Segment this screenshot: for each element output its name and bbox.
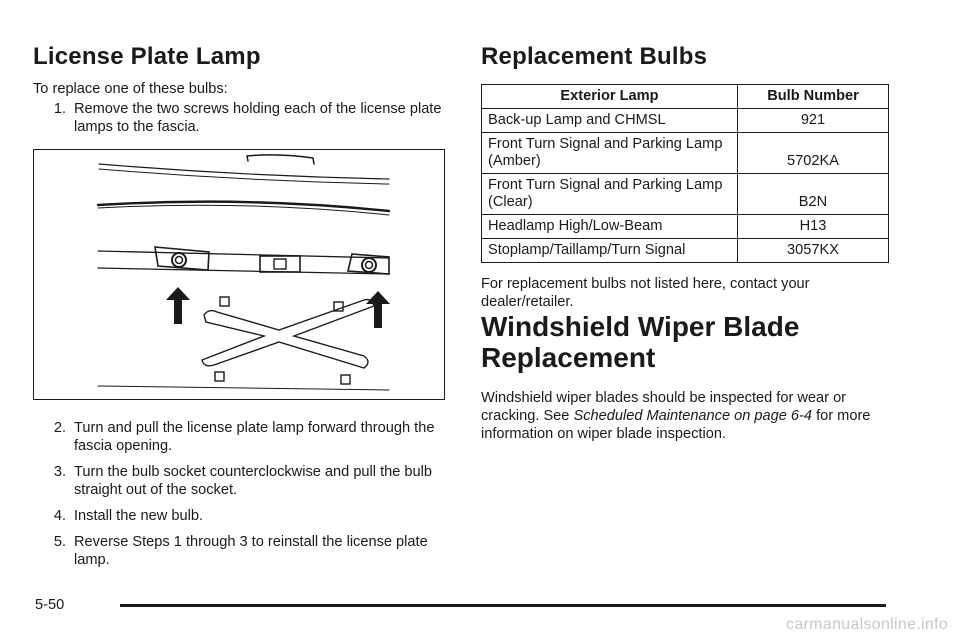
lamp-cell: Front Turn Signal and Parking Lamp (Clear): [482, 174, 738, 215]
lamp-cell: Back-up Lamp and CHMSL: [482, 109, 738, 133]
step-number: 5.: [53, 534, 66, 550]
page-number: 5-50: [35, 597, 65, 613]
lamp-cell: Headlamp High/Low-Beam: [482, 215, 738, 239]
step-item: [33, 463, 446, 499]
intro-text: To replace one of these bulbs:: [33, 81, 228, 97]
steps-list-part2: [33, 419, 446, 569]
right-column: [481, 42, 889, 443]
step-number: 3.: [53, 464, 66, 480]
wiper-paragraph: [481, 389, 889, 443]
replacement-note: For replacement bulbs not listed here, contact your dealer/retailer.: [481, 276, 810, 310]
footer-divider: [120, 604, 886, 607]
table-row: [482, 133, 889, 174]
step-text: Install the new bulb.: [74, 508, 203, 524]
table-header-row: [482, 85, 889, 109]
step-item: [33, 507, 446, 525]
wiper-heading-line1: Windshield Wiper Blade: [481, 311, 800, 342]
watermark: carmanualsonline.info: [786, 616, 948, 633]
step-item: [33, 100, 446, 136]
up-arrow-icon: [166, 287, 390, 328]
wiper-blade-heading: [481, 311, 889, 373]
bulb-number-cell: H13: [738, 215, 889, 239]
bulb-table: [481, 84, 889, 263]
step-item: [33, 419, 446, 455]
lamp-cell: Stoplamp/Taillamp/Turn Signal: [482, 239, 738, 263]
replacement-bulbs-heading: Replacement Bulbs: [481, 43, 708, 70]
lamp-cell: Front Turn Signal and Parking Lamp (Amber): [482, 133, 738, 174]
step-text: Turn the bulb socket counterclockwise and pull the bulb straight out of the socket.: [74, 464, 433, 498]
steps-list-part1: [33, 100, 446, 136]
table-row: [482, 215, 889, 239]
scheduled-maintenance-link[interactable]: Scheduled Maintenance on page 6-4: [573, 408, 813, 424]
step-text: Reverse Steps 1 through 3 to reinstall the license plate lamp.: [74, 534, 428, 568]
left-column: [33, 42, 446, 577]
bulb-number-cell: 921: [738, 109, 889, 133]
wiper-text-before: Windshield wiper blades should be inspected for wear or cracking. See: [481, 390, 847, 424]
step-item: [33, 533, 446, 569]
wiper-text-after: for more information on wiper blade inspection.: [481, 408, 871, 442]
step-text: Turn and pull the license plate lamp forward through the fascia opening.: [74, 420, 435, 454]
bulb-number-cell: 5702KA: [738, 133, 889, 174]
bulb-number-cell: B2N: [738, 174, 889, 215]
step-text: Remove the two screws holding each of the license plate lamps to the fascia.: [74, 101, 442, 135]
fascia-diagram: [34, 150, 443, 398]
wiper-heading-line2: Replacement: [481, 342, 656, 373]
table-row: [482, 174, 889, 215]
column-header: Exterior Lamp: [482, 85, 738, 109]
step-number: 4.: [53, 508, 66, 524]
step-number: 2.: [53, 420, 66, 436]
table-row: [482, 239, 889, 263]
column-header: Bulb Number: [738, 85, 889, 109]
step-number: 1.: [53, 101, 66, 117]
license-plate-lamp-illustration: [33, 149, 445, 400]
table-row: [482, 109, 889, 133]
license-plate-lamp-heading: License Plate Lamp: [33, 43, 261, 70]
bulb-number-cell: 3057KX: [738, 239, 889, 263]
